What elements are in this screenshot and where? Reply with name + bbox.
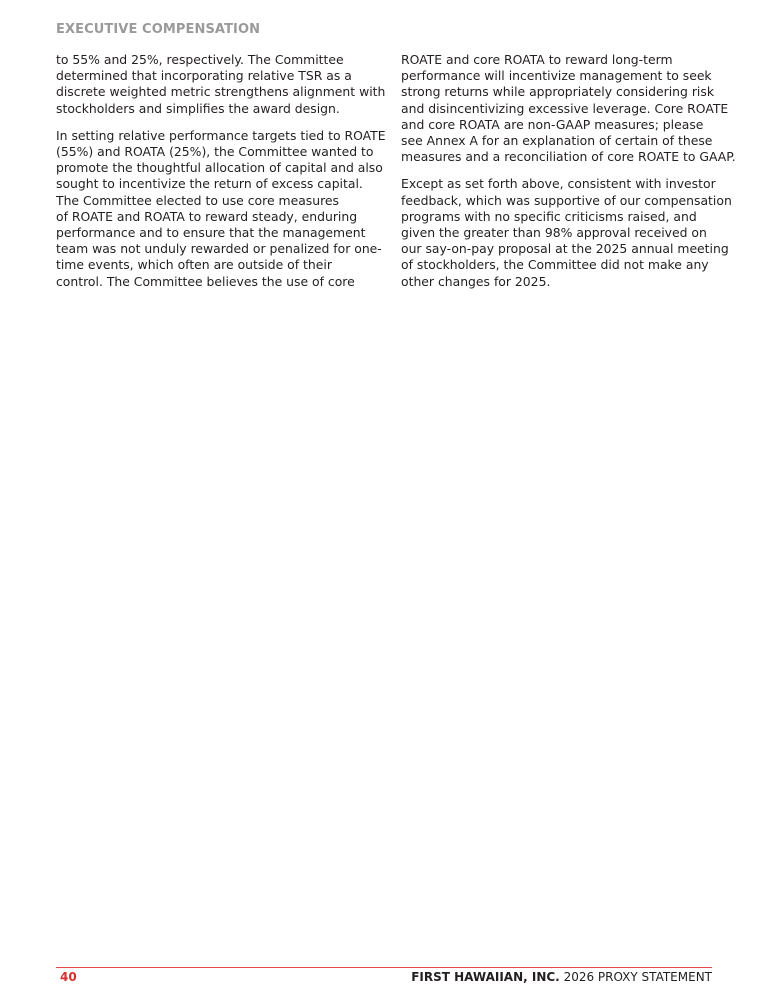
text-line: ROATE and core ROATA to reward long-term [401,52,673,67]
text-line: time events, which often are outside of their [56,257,332,273]
document-name: 2026 PROXY STATEMENT [563,970,712,984]
text-line: stockholders and simplifies the award design. [56,100,340,116]
text-line: performance and to ensure that the management [56,225,366,241]
text-line: of stockholders, the Committee did not make any [401,257,709,273]
text-line: our say-on-pay proposal at the 2025 annual meeting [401,241,729,257]
paragraph-say-on-pay [401,176,732,289]
text-line: feedback, which was supportive of our compensation [401,192,732,208]
text-line: determined that incorporating relative TSR as a [56,68,352,84]
paragraph-performance-targets [56,127,386,290]
page-number: 40 [60,970,77,984]
text-line: Except as set forth above, consistent with investor [401,176,716,192]
text-line: of ROATE and ROATA to reward steady, enduring [56,208,358,224]
text-line: The Committee elected to use core measures [56,192,340,208]
text-line: and core ROATA are non-GAAP measures; please [401,116,704,132]
text-line: given the greater than 98% approval received on [401,225,707,241]
text-line: see Annex A for an explanation of certain of these [401,133,713,149]
left-column [56,52,386,301]
right-column [401,52,736,301]
text-line: other changes for 2025. [401,273,551,289]
paragraph-relative-tsr [56,52,386,117]
text-line: strong returns while appropriately considering risk [401,84,714,100]
footer-divider [56,967,712,968]
text-line: (55%) and ROATA (25%), the Committee wanted to [56,144,374,160]
text-line: team was not unduly rewarded or penalized for one- [56,241,382,257]
text-line: performance will incentivize management to seek [401,68,712,84]
footer-document-title [411,970,712,984]
text-line: and disincentivizing excessive leverage. Core ROATE [401,100,729,116]
section-header: EXECUTIVE COMPENSATION [56,22,261,37]
text-line: control. The Committee believes the use of core [56,273,355,289]
text-line: discrete weighted metric strengthens alignment with [56,84,386,100]
text-line: In setting relative performance targets tied to ROATE [56,127,386,143]
text-line: to 55% and 25%, respectively. The Committee [56,52,344,67]
text-line: sought to incentivize the return of excess capital. [56,176,363,192]
company-name: FIRST HAWAIIAN, INC. [411,970,560,984]
text-line: promote the thoughtful allocation of capital and also [56,160,383,176]
text-line: measures and a reconciliation of core ROATE to GAAP. [401,149,736,165]
text-line: programs with no specific criticisms raised, and [401,208,697,224]
paragraph-core-measures [401,52,736,165]
